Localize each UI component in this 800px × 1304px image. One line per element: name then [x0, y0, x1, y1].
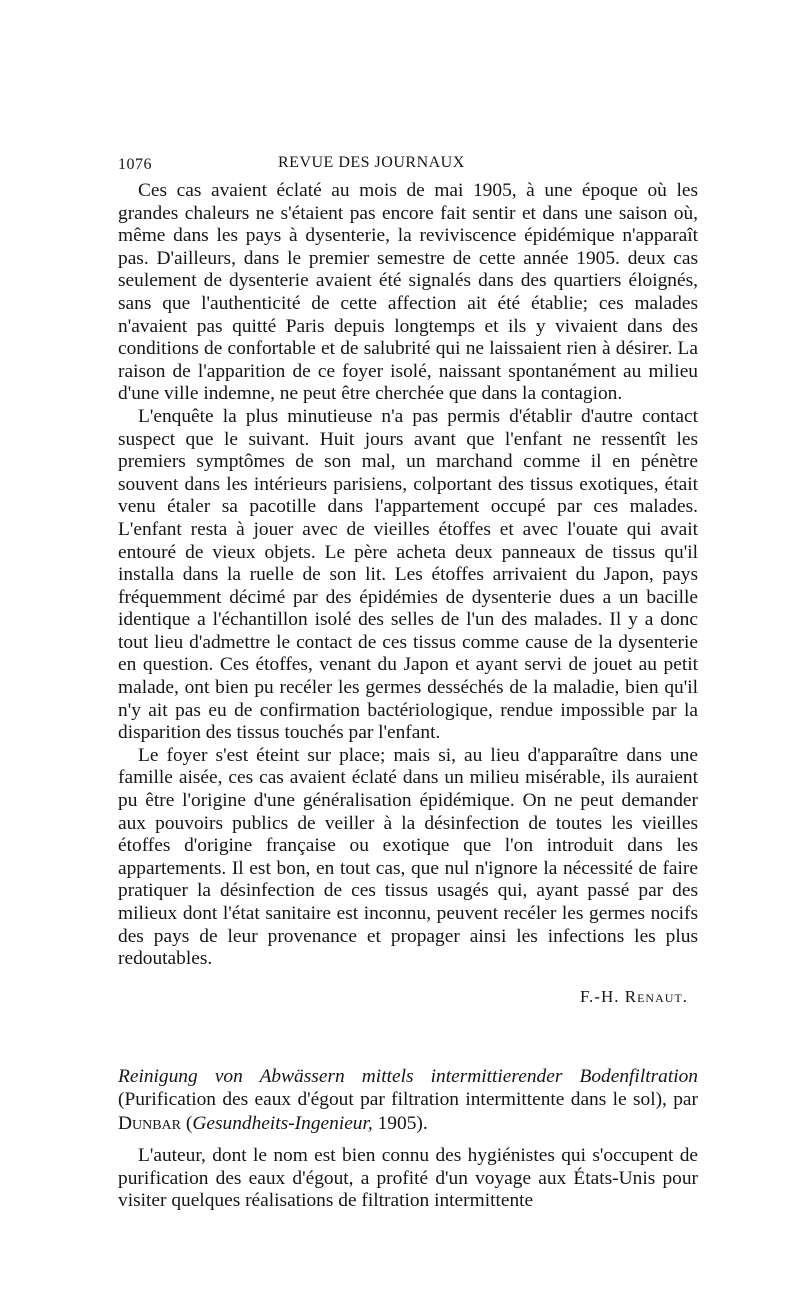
- article-paragraph: L'auteur, dont le nom est bien connu des hygiénistes qui s'occupent de purification des eaux d'égout, a profité d'un voyage aux États-Unis pour visiter quelques réalisations de filtration intermittente: [118, 1145, 698, 1212]
- article-paragraph: Ces cas avaient éclaté au mois de mai 1905, à une époque où les grandes chaleurs ne s'étaient pas encore fait sentir et dans une saison où, même dans les pays à dysenterie, la reviviscence épidémique n'apparaît pas. D'ailleurs, dans le premier semestre de cette année 1905. deux cas seulement de dysenterie avaient été signalés dans des quartiers éloignés, sans que l'authenticité de cette affection ait été établie; ces malades n'avaient pas quitté Paris depuis longtemps et ils y vivaient dans des conditions de confortable et de salubrité qui ne laissaient rien à désirer. La raison de l'apparition de ce foyer isolé, naissant spontanément au milieu d'une ville indemne, ne peut être cherchée que dans la contagion.: [118, 180, 698, 405]
- page-number: 1076: [118, 156, 152, 173]
- article-title-french: (Purification des eaux d'égout par filtration intermittente dans le sol), par: [118, 1089, 698, 1111]
- journal-title: REVUE DES JOURNAUX: [278, 154, 465, 171]
- article-filtration: [118, 1065, 698, 1213]
- author-signature: [118, 987, 698, 1007]
- article-paragraph: Le foyer s'est éteint sur place; mais si, au lieu d'apparaître dans une famille aisée, ces cas avaient éclaté dans un milieu misérable, ils auraient pu être l'origine d'une généralisation épidémique. On ne peut demander aux pouvoirs publics de veiller à la désinfection de toutes les vieilles étoffes d'origine française ou exotique que l'on introduit dans les appartements. Il est bon, en tout cas, que nul n'ignore la nécessité de faire pratiquer la désinfection de ces tissus usagés qui, ayant passé par des milieux dont l'état sanitaire est inconnu, peuvent recéler les germes nocifs des pays de leur provenance et propager ainsi les infections les plus redoutables.: [118, 744, 698, 970]
- article-author: Dunbar: [118, 1112, 182, 1134]
- article-paragraph: L'enquête la plus minutieuse n'a pas permis d'établir d'autre contact suspect que le suivant. Huit jours avant que l'enfant ne ressentît les premiers symptômes de son mal, un marchand comme il en pénètre souvent dans les intérieurs parisiens, colportant des tissus exotiques, était venu étaler sa pacotille dans l'appartement occupé par ces malades. L'enfant resta à jouer avec de vieilles étoffes et avec l'ouate qui avait entouré de vieux objets. Le père acheta deux panneaux de tissus qu'il installa dans la ruelle de son lit. Les étoffes arrivaient du Japon, pays fréquemment décimé par des épidémies de dysenterie dues a un bacille identique a l'échantillon isolé des selles de l'un des malades. Il y a donc tout lieu d'admettre le contact de ces tissus comme cause de la dysenterie en question. Ces étoffes, venant du Japon et ayant servi de jouet au petit malade, ont bien pu recéler les germes desséchés de la maladie, bien qu'il n'y ait pas eu de confirmation bactériologique, rendue impossible par la disparition des tissus touchés par l'enfant.: [118, 405, 698, 744]
- running-head: [118, 150, 698, 180]
- source-year: 1905).: [377, 1112, 428, 1134]
- source-open: (: [185, 1112, 193, 1134]
- article-title-german: Reinigung von Abwässern mittels intermittierender Bodenfiltration: [118, 1065, 698, 1087]
- signature-initials: F.-H.: [579, 986, 620, 1006]
- signature-name: Renaut.: [624, 986, 688, 1006]
- article-heading: [118, 1065, 698, 1136]
- journal-page: [118, 150, 698, 1213]
- source-journal: Gesundheits-Ingenieur,: [192, 1112, 373, 1134]
- article-dysenterie: [118, 180, 698, 1007]
